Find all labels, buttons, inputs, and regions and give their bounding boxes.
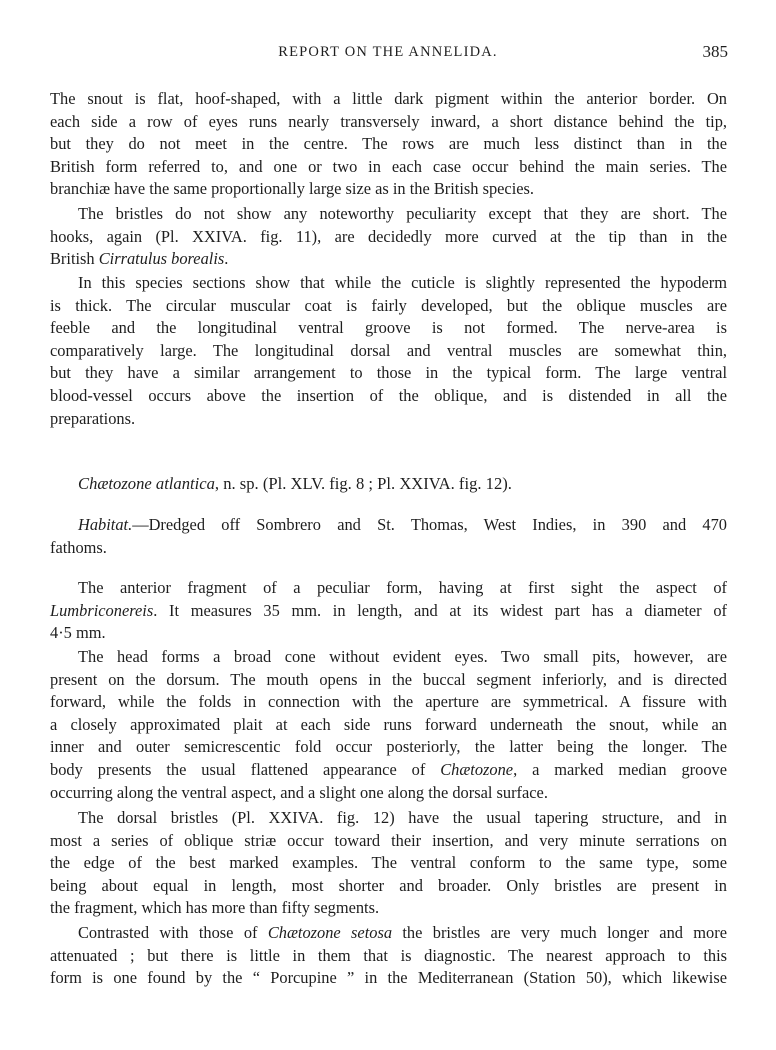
text-line: The dorsal bristles (Pl. XXIVA. fig. 12) have the usual tapering structure, and in (78, 808, 727, 827)
habitat-text: —Dredged off Sombrero and St. Thomas, West Indies, in 390 and 470 (132, 515, 727, 534)
text-line: form is one found by the “ Porcupine ” in the Mediterranean (Station 50), which likewise (50, 968, 727, 988)
text-line: but they do not meet in the centre. The rows are much less distinct than in the (50, 134, 727, 154)
paragraph-anterior-fragment (50, 577, 727, 645)
text-line: In this species sections show that while the cuticle is slightly represented the hypoderm (78, 273, 727, 292)
habitat-line: fathoms. (50, 538, 107, 557)
habitat-line (50, 513, 727, 536)
text-line: blood-vessel occurs above the insertion of the oblique, and is distended in all the (50, 385, 727, 405)
text-line: present on the dorsum. The mouth opens in the buccal segment inferiorly, and is directed (50, 669, 727, 689)
text-line: British Cirratulus borealis. (50, 249, 229, 269)
species-reference: , n. sp. (Pl. XLV. fig. 8 ; Pl. XXIVA. fig. 12). (214, 474, 512, 493)
paragraph-snout (50, 88, 727, 201)
text-line: a closely approximated plait at each side runs forward underneath the snout, while an (50, 714, 727, 734)
running-head (0, 40, 776, 64)
paragraph-contrasted (50, 922, 727, 990)
text-line: forward, while the folds in connection with the aperture are symmetrical. A fissure with (50, 692, 727, 712)
species-name: Chætozone atlantica (78, 474, 215, 493)
paragraph-dorsal-bristles (50, 807, 727, 920)
text-line: 4·5 mm. (50, 623, 106, 643)
text-line: feeble and the longitudinal ventral groove is not formed. The nerve-area is (50, 318, 727, 338)
text-line: hooks, again (Pl. XXIVA. fig. 11), are decidedly more curved at the tip than in the (50, 226, 727, 246)
text-line: Contrasted with those of Chætozone setosa the bristles are very much longer and more (78, 923, 727, 942)
text-line: the fragment, which has more than fifty segments. (50, 898, 380, 918)
text-line: most a series of oblique striæ occur toward their insertion, and very minute serrations on (50, 830, 727, 850)
text-line: inner and outer semicrescentic fold occur posteriorly, the latter being the longer. The (50, 737, 727, 757)
text-line: preparations. (50, 408, 136, 428)
text-line: each side a row of eyes runs nearly transversely inward, a short distance behind the tip, (50, 111, 727, 131)
text-line: attenuated ; but there is little in them that is diagnostic. The nearest approach to this (50, 945, 727, 965)
text-line: The anterior fragment of a peculiar form, having at first sight the aspect of (78, 578, 727, 597)
text-line: is thick. The circular muscular coat is fairly developed, but the oblique muscles are (50, 295, 727, 315)
text-line: Lumbriconereis. It measures 35 mm. in length, and at its widest part has a diameter of (50, 600, 727, 620)
text-line: branchiæ have the same proportionally large size as in the British species. (50, 179, 534, 199)
habitat-label: Habitat. (78, 515, 133, 534)
text-line: but they have a similar arrangement to those in the typical form. The large ventral (50, 363, 727, 383)
text-line: comparatively large. The longitudinal dorsal and ventral muscles are somewhat thin, (50, 340, 727, 360)
paragraph-bristles (50, 203, 727, 271)
text-line: The head forms a broad cone without evident eyes. Two small pits, however, are (78, 647, 727, 666)
text-line: being about equal in length, most shorter and broader. Only bristles are present in (50, 875, 727, 895)
running-title: REPORT ON THE ANNELIDA. (278, 44, 498, 60)
species-heading (78, 474, 718, 494)
text-line: The bristles do not show any noteworthy peculiarity except that they are short. The (78, 204, 727, 223)
habitat (50, 513, 727, 559)
text-line: British form referred to, and one or two in each case occur behind the main series. The (50, 156, 727, 176)
paragraph-head (50, 646, 727, 804)
text-line: occurring along the ventral aspect, and a slight one along the dorsal surface. (50, 782, 548, 802)
page-number: 385 (702, 42, 728, 61)
text-line: body presents the usual flattened appearance of Chætozone, a marked median groove (50, 759, 727, 779)
text-line: the edge of the best marked examples. The ventral conform to the same type, some (50, 853, 727, 873)
text-line: The snout is flat, hoof-shaped, with a little dark pigment within the anterior border. On (50, 89, 727, 108)
paragraph-sections (50, 272, 727, 430)
